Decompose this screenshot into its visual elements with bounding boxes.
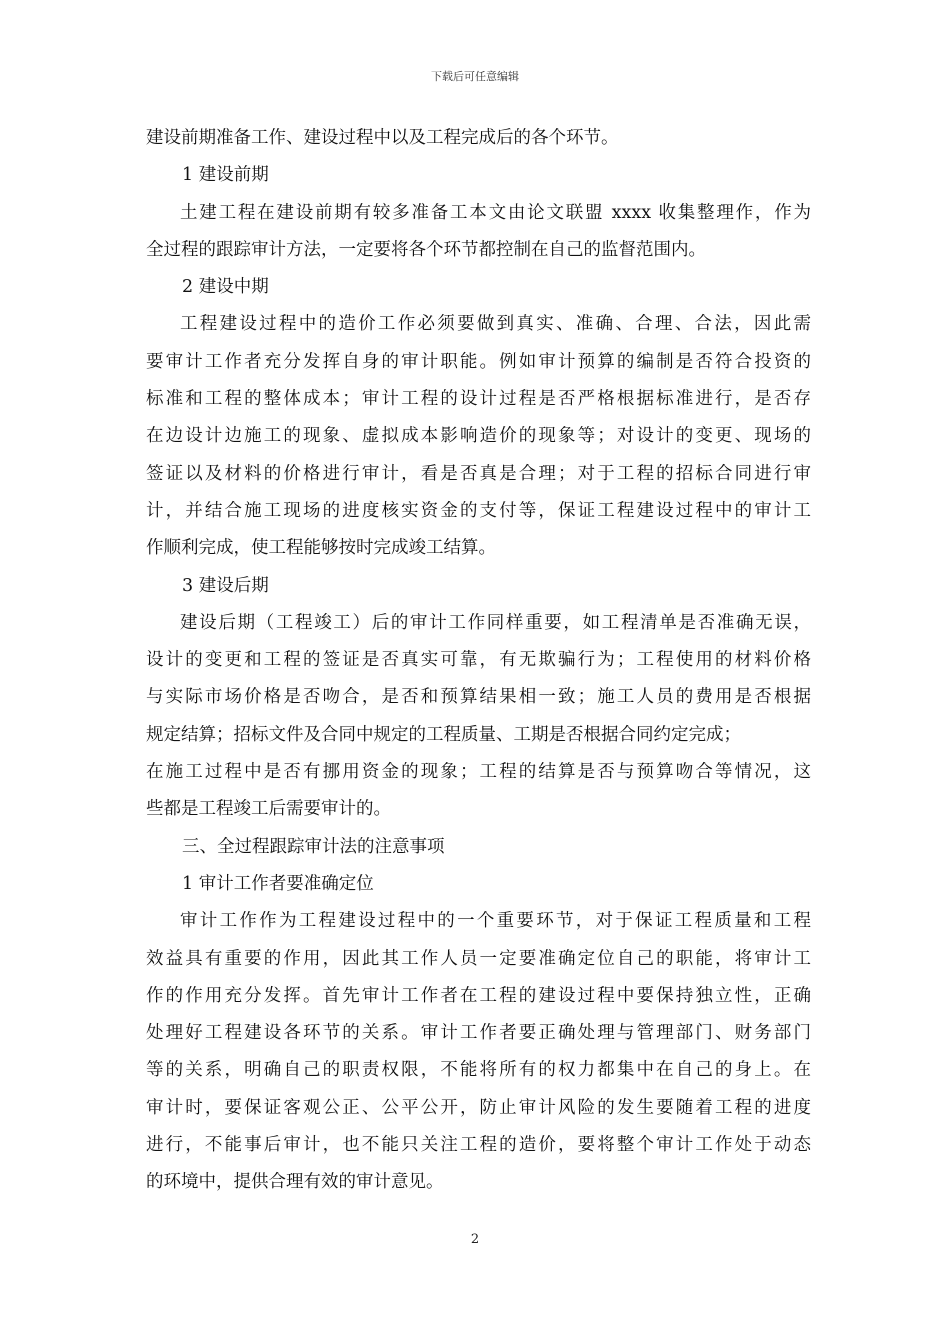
- text-line: 计，并结合施工现场的进度核实资金的支付等，保证工程建设过程中的审计工: [146, 500, 811, 521]
- text-line: 土建工程在建设前期有较多准备工本文由论文联盟 xxxx 收集整理作，作为: [180, 202, 811, 223]
- page-header: 下载后可任意编辑: [431, 70, 519, 83]
- text-line: 签证以及材料的价格进行审计，看是否真是合理；对于工程的招标合同进行审: [146, 463, 811, 484]
- text-line: 进行，不能事后审计，也不能只关注工程的造价，要将整个审计工作处于动态: [146, 1135, 811, 1156]
- text-line: 作顺利完成，使工程能够按时完成竣工结算。: [146, 538, 496, 559]
- text-line: 作的作用充分发挥。首先审计工作者在工程的建设过程中要保持独立性，正确: [146, 985, 811, 1006]
- text-line: 处理好工程建设各环节的关系。审计工作者要正确处理与管理部门、财务部门: [146, 1023, 811, 1044]
- section-heading: 2 建设中期: [182, 277, 269, 298]
- text-line: 规定结算；招标文件及合同中规定的工程质量、工期是否根据合同约定完成；: [146, 724, 741, 745]
- text-line: 的环境中，提供合理有效的审计意见。: [146, 1172, 444, 1193]
- section-heading: 1 建设前期: [182, 165, 269, 186]
- document-body: [146, 120, 811, 1202]
- text-line: 些都是工程竣工后需要审计的。: [146, 799, 391, 820]
- text-line: 效益具有重要的作用，因此其工作人员一定要准确定位自己的职能，将审计工: [146, 948, 811, 969]
- text-line: 设计的变更和工程的签证是否真实可靠，有无欺骗行为；工程使用的材料价格: [146, 650, 811, 671]
- section-heading: 1 审计工作者要准确定位: [182, 873, 374, 894]
- text-line: 在边设计边施工的现象、虚拟成本影响造价的现象等；对设计的变更、现场的: [146, 426, 811, 447]
- text-line: 建设前期准备工作、建设过程中以及工程完成后的各个环节。: [146, 128, 619, 148]
- page-number: 2: [470, 1232, 480, 1247]
- text-line: 等的关系，明确自己的职责权限，不能将所有的权力都集中在自己的身上。在: [146, 1060, 811, 1081]
- text-line: 要审计工作者充分发挥自身的审计职能。例如审计预算的编制是否符合投资的: [146, 351, 811, 372]
- text-line: 审计工作作为工程建设过程中的一个重要环节，对于保证工程质量和工程: [180, 911, 811, 932]
- text-line: 工程建设过程中的造价工作必须要做到真实、准确、合理、合法，因此需: [180, 314, 811, 335]
- text-line: 全过程的跟踪审计方法，一定要将各个环节都控制在自己的监督范围内。: [146, 239, 706, 260]
- section-heading: 3 建设后期: [182, 575, 269, 596]
- section-heading: 三、全过程跟踪审计法的注意事项: [182, 836, 445, 857]
- text-line: 建设后期（工程竣工）后的审计工作同样重要，如工程清单是否准确无误，: [180, 612, 811, 633]
- text-line: 与实际市场价格是否吻合，是否和预算结果相一致；施工人员的费用是否根据: [146, 687, 811, 708]
- text-line: 审计时，要保证客观公正、公平公开，防止审计风险的发生要随着工程的进度: [146, 1097, 811, 1118]
- text-line: 在施工过程中是否有挪用资金的现象；工程的结算是否与预算吻合等情况，这: [146, 762, 811, 783]
- text-line: 标准和工程的整体成本；审计工程的设计过程是否严格根据标准进行，是否存: [146, 389, 811, 410]
